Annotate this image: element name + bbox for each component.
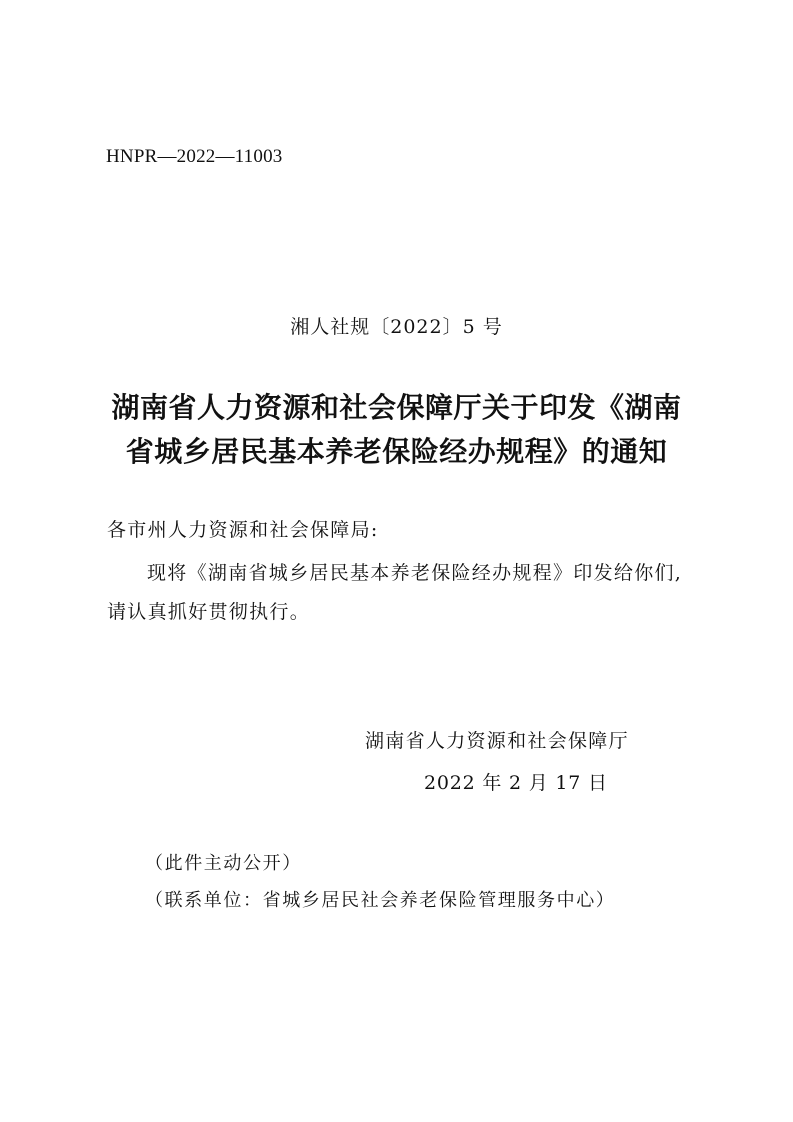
contact-note: （联系单位：省城乡居民社会养老保险管理服务中心） <box>145 890 616 911</box>
salutation: 各市州人力资源和社会保障局: <box>107 519 379 541</box>
document-title-line-2: 省城乡居民基本养老保险经办规程》的通知 <box>125 435 668 468</box>
document-title-line-1: 湖南省人力资源和社会保障厅关于印发《湖南 <box>111 391 682 424</box>
issuer-name: 湖南省人力资源和社会保障厅 <box>365 730 629 752</box>
document-code: HNPR—2022—11003 <box>106 146 283 167</box>
issue-date: 2022 年 2 月 17 日 <box>424 772 608 794</box>
body-paragraph-line-1: 现将《湖南省城乡居民基本养老保险经办规程》印发给你们, <box>147 562 683 584</box>
disclosure-note: （此件主动公开） <box>145 853 302 874</box>
body-paragraph-line-2: 请认真抓好贯彻执行。 <box>107 601 311 623</box>
document-number: 湘人社规〔2022〕5 号 <box>290 316 503 338</box>
